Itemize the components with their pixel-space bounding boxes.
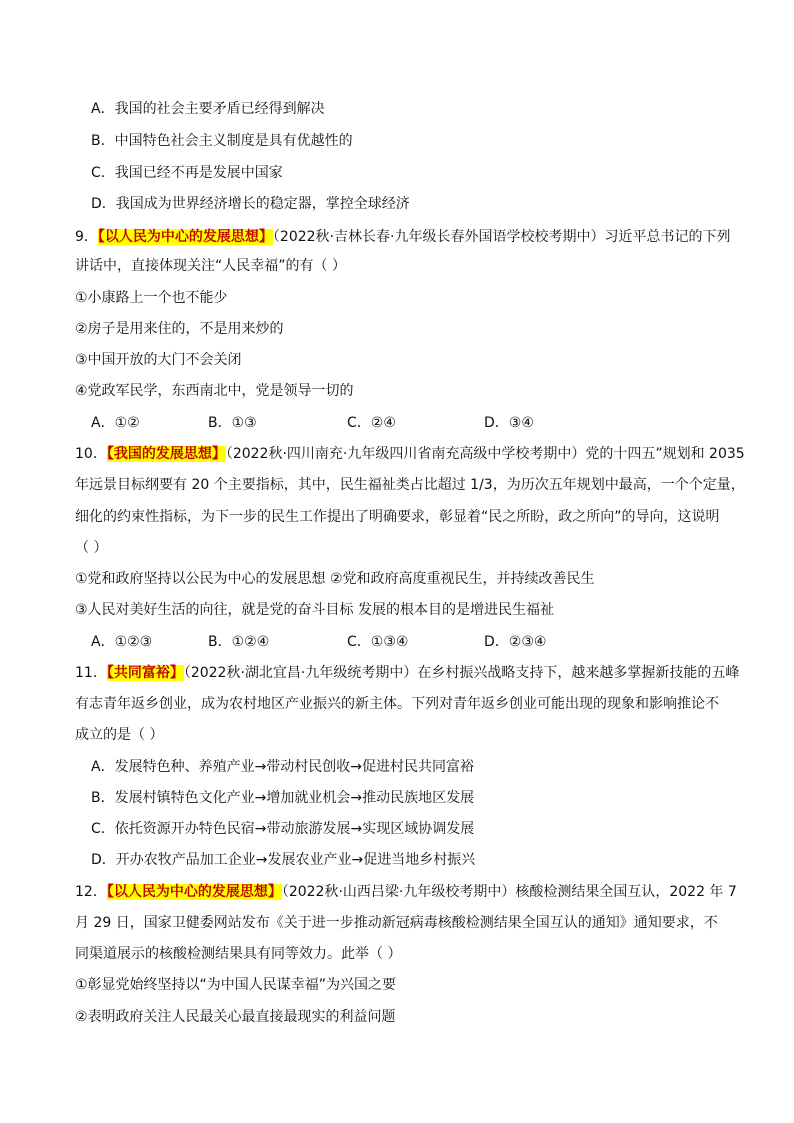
q11-stem-line3: 成立的是（ ） [75, 727, 164, 743]
q11-topic-tag: 【共同富裕】 [106, 665, 184, 681]
q10-item-row-1: ①党和政府坚持以公民为中心的发展思想 ②党和政府高度重视民生，并持续改善民生 [75, 571, 595, 587]
q10-choice-b: B．①②④ [208, 634, 270, 650]
q8-option-b: B．中国特色社会主义制度是具有优越性的 [91, 133, 353, 149]
q11-stem-line2: 有志青年返乡创业，成为农村地区产业振兴的新主体。下列对青年返乡创业可能出现的现象和影响推论不 [75, 696, 719, 712]
q12-topic-tag: 【以人民为中心的发展思想】 [106, 884, 282, 900]
q10-stem-line4: （ ） [75, 540, 108, 556]
q11-option-a: A．发展特色种、养殖产业→带动村民创收→促进村民共同富裕 [91, 759, 475, 775]
q9-topic-tag: 【以人民为中心的发展思想】 [97, 229, 273, 245]
q11-number: 11． [75, 665, 107, 681]
q9-choice-c: C．②④ [347, 415, 396, 431]
q8-option-c: C．我国已经不再是发展中国家 [91, 165, 283, 181]
q12-stem-line2: 月 29 日，国家卫健委网站发布《关于进一步推动新冠病毒核酸检测结果全国互认的通知》通知要求，不 [75, 915, 718, 931]
q8-option-d: D．我国成为世界经济增长的稳定器，掌控全球经济 [91, 196, 410, 212]
q9-item-3: ③中国开放的大门不会关闭 [75, 352, 242, 368]
q10-choice-d: D．②③④ [484, 634, 547, 650]
q12-item-2: ②表明政府关注人民最关心最直接最现实的利益问题 [75, 1009, 396, 1025]
q10-topic-tag: 【我国的发展思想】 [106, 446, 226, 462]
q11-stem-line1 [75, 663, 740, 683]
q9-item-1: ①小康路上一个也不能少 [75, 290, 228, 306]
q12-source: （2022秋·山西吕梁·九年级校考期中）核酸检测结果全国互认，2022 年 7 [281, 884, 737, 900]
q10-stem-line1 [75, 444, 745, 464]
q10-stem-line3: 细化的约束性指标，为下一步的民生工作提出了明确要求，彰显着“民之所盼，政之所向”的导向，这说明 [75, 509, 720, 525]
q10-source: （2022秋·四川南充·九年级四川省南充高级中学校考期中）党的十四五”规划和 2035 [225, 446, 745, 462]
q12-number: 12． [75, 884, 107, 900]
q10-choice-a: A．①②③ [91, 634, 153, 650]
q9-number: 9． [75, 229, 98, 245]
q9-choice-d: D．③④ [484, 415, 534, 431]
q10-choice-c: C．①③④ [347, 634, 409, 650]
q8-option-a: A．我国的社会主要矛盾已经得到解决 [91, 101, 325, 117]
q12-stem-line3: 同渠道展示的核酸检测结果具有同等效力。此举（ ） [75, 946, 402, 962]
q11-option-d: D．开办农牧产品加工企业→发展农业产业→促进当地乡村振兴 [91, 852, 476, 868]
q11-option-c: C．依托资源开办特色民宿→带动旅游发展→实现区域协调发展 [91, 821, 475, 837]
q9-stem-line1 [75, 227, 731, 247]
q10-stem-line2: 年远景目标纲要有 20 个主要指标，其中，民生福祉类占比超过 1/3，为历次五年规划中最高，一个个定量， [75, 477, 745, 493]
q11-option-b: B．发展村镇特色文化产业→增加就业机会→推动民族地区发展 [91, 790, 475, 806]
q9-item-4: ④党政军民学，东西南北中，党是领导一切的 [75, 383, 354, 399]
q10-number: 10． [75, 446, 107, 462]
q9-choice-a: A．①② [91, 415, 140, 431]
q11-source: （2022秋·湖北宜昌·九年级统考期中）在乡村振兴战略支持下，越来越多掌握新技能的五峰 [183, 665, 740, 681]
q9-stem-line2: 讲话中，直接体现关注“人民幸福”的有（ ） [75, 258, 346, 274]
q9-item-2: ②房子是用来住的，不是用来炒的 [75, 321, 284, 337]
q12-item-1: ①彰显党始终坚持以“为中国人民谋幸福”为兴国之要 [75, 977, 397, 993]
q9-source: （2022秋·吉林长春·九年级长春外国语学校校考期中）习近平总书记的下列 [272, 229, 731, 245]
q12-stem-line1 [75, 882, 737, 902]
q10-item-row-2: ③人民对美好生活的向往，就是党的奋斗目标 发展的根本目的是增进民生福祉 [75, 602, 554, 618]
q9-choice-b: B．①③ [208, 415, 257, 431]
